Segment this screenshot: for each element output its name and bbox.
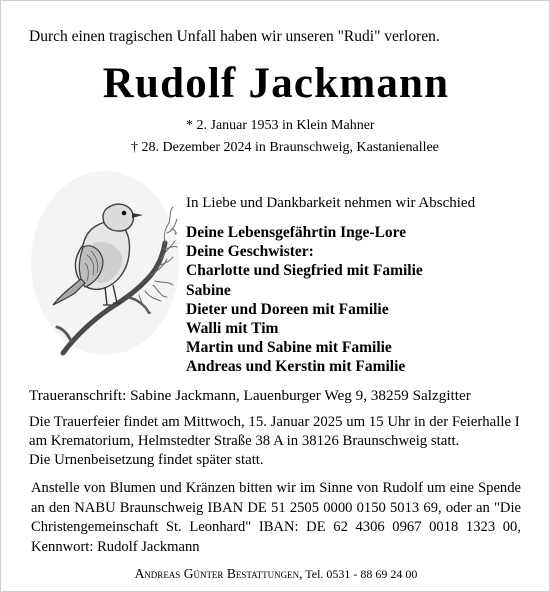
mourning-address: Traueranschrift: Sabine Jackmann, Lauenburger Weg 9, 38259 Salzgitter: [29, 387, 471, 404]
undertaker-company: Andreas Günter Bestattungen,: [134, 566, 303, 581]
death-line: † 28. Dezember 2024 in Braunschweig, Kastanienallee: [131, 140, 439, 155]
mourner-partner: Deine Lebensgefährtin Inge-Lore: [186, 224, 407, 241]
birth-line: * 2. Januar 1953 in Klein Mahner: [186, 118, 375, 133]
mourner-siblings-heading: Deine Geschwister:: [186, 243, 314, 261]
farewell-line: In Liebe und Dankbarkeit nehmen wir Abschied: [186, 195, 476, 211]
undertaker-phone: Tel. 0531 - 88 69 24 00: [305, 567, 418, 581]
mourner-item: Charlotte und Siegfried mit Familie: [186, 262, 423, 280]
deceased-name: Rudolf Jackmann: [102, 60, 450, 107]
donation-line: Christengemeinschaft St. Leonhard" IBAN: DE 62 4306 0967 0018 1323 00,: [31, 519, 521, 535]
ceremony-line: Die Trauerfeier findet am Mittwoch, 15. Januar 2025 um 15 Uhr in der Feierhalle I: [29, 414, 520, 430]
undertaker-footer: [1, 566, 550, 582]
ceremony-info: [29, 413, 520, 470]
ceremony-line: am Krematorium, Helmstedter Straße 38 A in 38126 Braunschweig statt.: [29, 433, 460, 449]
mourner-item: Andreas und Kerstin mit Familie: [186, 358, 406, 376]
mourners-list: [186, 223, 423, 377]
donation-line: Anstelle von Blumen und Kränzen bitten wir im Sinne von Rudolf um eine Spende: [31, 480, 521, 496]
ceremony-line: Die Urnenbeisetzung findet später statt.: [29, 452, 264, 468]
mourner-item: Martin und Sabine mit Familie: [186, 339, 392, 357]
mourner-item: Dieter und Doreen mit Familie: [186, 300, 389, 318]
intro-text: Durch einen tragischen Unfall haben wir unseren "Rudi" verloren.: [29, 28, 440, 45]
robin-on-branch-pencil-drawing-icon: [27, 163, 179, 359]
donation-line: Kennwort: Rudolf Jackmann: [31, 538, 200, 555]
mourner-item: Walli mit Tim: [186, 319, 279, 337]
donation-info: [31, 479, 521, 557]
mourner-item: Sabine: [186, 281, 231, 299]
donation-line: an den NABU Braunschweig IBAN DE 51 2505 0000 0150 5013 69, oder an "Die: [31, 499, 521, 516]
